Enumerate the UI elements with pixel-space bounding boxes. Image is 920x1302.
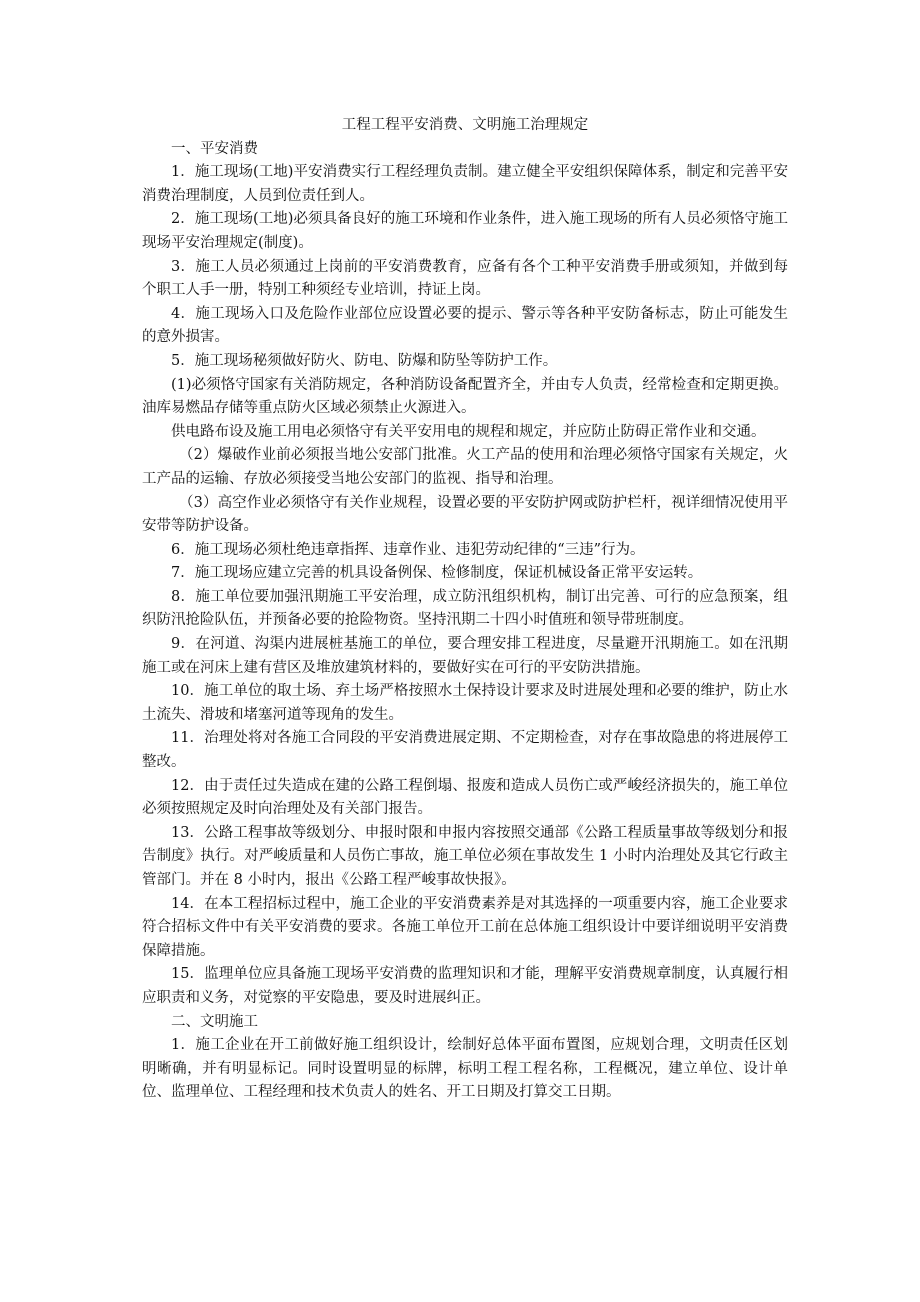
document-body: [142, 114, 788, 1105]
paragraph: （3）高空作业必须恪守有关作业规程，设置必要的平安防护网或防护栏杆，视详细情况使用平安带等防护设备。: [142, 494, 788, 535]
paragraph: 2．施工现场(工地)必须具备良好的施工环境和作业条件，进入施工现场的所有人员必须恪守施工现场平安治理规定(制度)。: [142, 211, 788, 251]
paragraph: (1)必须恪守国家有关消防规定，各种消防设备配置齐全，并由专人负责，经常检查和定期更换。油库易燃品存储等重点防火区域必须禁止火源进入。: [142, 376, 788, 417]
paragraph: 12．由于责任过失造成在建的公路工程倒塌、报废和造成人员伤亡或严峻经济损失的，施工单位必须按照规定及时向治理处及有关部门报告。: [142, 777, 788, 818]
section-heading-civilized-construction: 二、文明施工: [171, 1013, 258, 1030]
document-title: 工程工程平安消费、文明施工治理规定: [341, 117, 589, 133]
paragraph: 1．施工企业在开工前做好施工组织设计，绘制好总体平面布置图，应规划合理，文明责任区划明晰确，并有明显标记。同时设置明显的标牌，标明工程工程名称，工程概况，建立单位、设计单位、监理单位、工程经理和技术负责人的姓名、开工日期及打算交工日期。: [142, 1037, 788, 1101]
paragraph: 14．在本工程招标过程中，施工企业的平安消费素养是对其选择的一项重要内容，施工企业要求符合招标文件中有关平安消费的要求。各施工单位开工前在总体施工组织设计中要详细说明平安消费保障措施。: [142, 895, 788, 959]
paragraph: 供电路布设及施工用电必须恪守有关平安用电的规程和规定，并应防止防碍正常作业和交通。: [171, 423, 766, 440]
paragraph: （2）爆破作业前必须报当地公安部门批准。火工产品的使用和治理必须恪守国家有关规定，火工产品的运输、存放必须接受当地公安部门的监视、指导和治理。: [142, 447, 788, 487]
paragraph: 5．施工现场秘须做好防火、防电、防爆和防坠等防护工作。: [171, 352, 558, 369]
paragraph: 9．在河道、沟渠内进展桩基施工的单位，要合理安排工程进度，尽量避开汛期施工。如在汛期施工或在河床上建有营区及堆放建筑材料的，要做好实在可行的平安防洪措施。: [142, 636, 788, 676]
paragraph: 3．施工人员必须通过上岗前的平安消费教育，应备有各个工种平安消费手册或须知，并做到每个职工人手一册，特别工种须经专业培训，持证上岗。: [142, 258, 788, 299]
section-heading-safety: 一、平安消费: [171, 140, 258, 157]
paragraph: 11．治理处将对各施工合同段的平安消费进展定期、不定期检查，对存在事故隐患的将进展停工整改。: [142, 730, 788, 771]
paragraph: 1．施工现场(工地)平安消费实行工程经理负责制。建立健全平安组织保障体系，制定和完善平安消费治理制度，人员到位责任到人。: [142, 164, 788, 204]
paragraph: 8．施工单位要加强汛期施工平安治理，成立防汛组织机构，制订出完善、可行的应急预案，组织防汛抢险队伍，并预备必要的抢险物资。坚持汛期二十四小时值班和领导带班制度。: [142, 588, 788, 629]
paragraph: 10．施工单位的取土场、弃土场严格按照水土保持设计要求及时进展处理和必要的维护，防止水土流失、滑坡和堵塞河道等现角的发生。: [142, 683, 788, 723]
paragraph: 6．施工现场必须杜绝违章指挥、违章作业、违犯劳动纪律的“三违”行为。: [171, 541, 645, 558]
paragraph: 15．监理单位应具备施工现场平安消费的监理知识和才能，理解平安消费规章制度，认真履行相应职责和义务，对觉察的平安隐患，要及时进展纠正。: [142, 966, 788, 1006]
paragraph: 13．公路工程事故等级划分、申报时限和申报内容按照交通部《公路工程质量事故等级划分和报告制度》执行。对严峻质量和人员伤亡事故，施工单位必须在事故发生 1 小时内治理处及其它行政主管部门。并在 8 小时内，报出《公路工程严峻事故快报》。: [142, 824, 788, 888]
paragraph: 4．施工现场入口及危险作业部位应设置必要的提示、警示等各种平安防备标志，防止可能发生的意外损害。: [142, 305, 788, 346]
paragraph: 7．施工现场应建立完善的机具设备例保、检修制度，保证机械设备正常平安运转。: [171, 565, 703, 582]
